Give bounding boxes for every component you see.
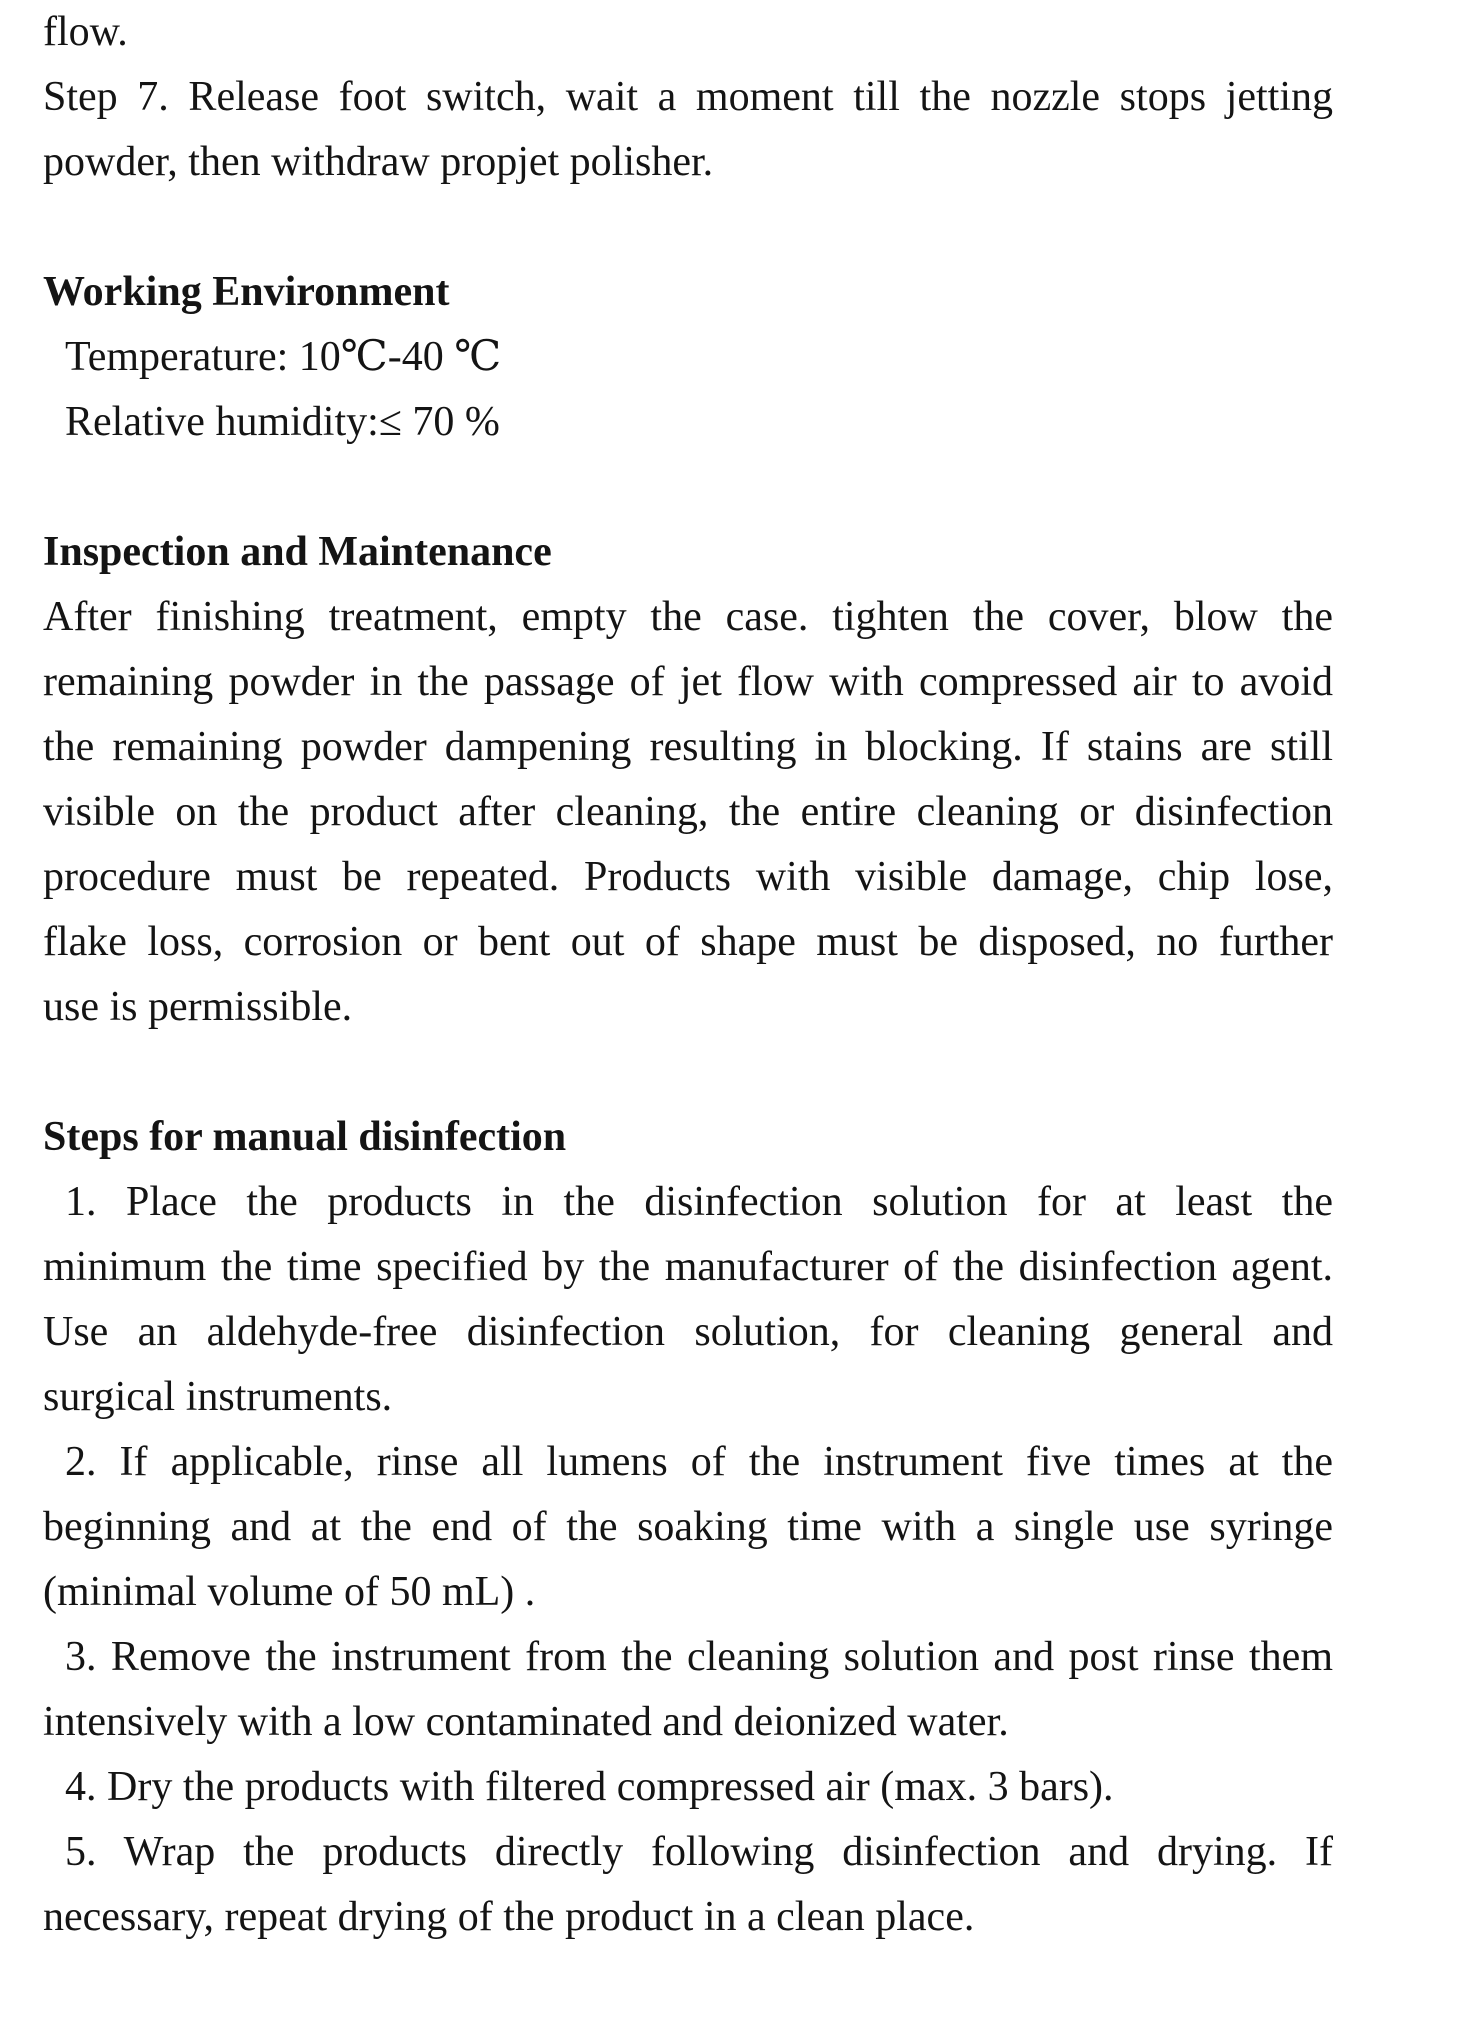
spacer <box>43 1040 1333 1105</box>
step-line: beginning and at the end of the soaking time with a single use syringe <box>43 1504 1333 1550</box>
inspection-line: flake loss, corrosion or bent out of shape must be disposed, no further <box>43 919 1333 965</box>
inspection-line: visible on the product after cleaning, the entire cleaning or disinfection <box>43 789 1333 835</box>
inspection-line: After finishing treatment, empty the case. tighten the cover, blow the <box>43 594 1333 640</box>
disinfection-step-5 <box>43 1820 1333 1950</box>
humidity-line: Relative humidity:≤ 70 % <box>65 399 500 445</box>
spacer <box>43 195 1333 260</box>
manual-disinfection-heading: Steps for manual disinfection <box>43 1114 567 1160</box>
inspection-line: use is permissible. <box>43 984 353 1030</box>
disinfection-step-2 <box>43 1430 1333 1625</box>
step-line: minimum the time specified by the manufacturer of the disinfection agent. <box>43 1244 1333 1290</box>
inspection-heading: Inspection and Maintenance <box>43 529 552 575</box>
working-environment-heading: Working Environment <box>43 269 450 315</box>
step-line: 5. Wrap the products directly following disinfection and drying. If <box>65 1829 1333 1875</box>
step-line: 3. Remove the instrument from the cleaning solution and post rinse them <box>65 1634 1333 1680</box>
step-line: surgical instruments. <box>43 1374 393 1420</box>
step-line: intensively with a low contaminated and deionized water. <box>43 1699 1009 1745</box>
prev-line: flow. <box>43 9 128 55</box>
disinfection-step-3 <box>43 1625 1333 1755</box>
inspection-line: remaining powder in the passage of jet flow with compressed air to avoid <box>43 659 1333 705</box>
spacer <box>43 455 1333 520</box>
step-line: 4. Dry the products with filtered compressed air (max. 3 bars). <box>65 1764 1114 1810</box>
inspection-line: the remaining powder dampening resulting in blocking. If stains are still <box>43 724 1333 770</box>
document-page <box>43 0 1333 1950</box>
temperature-line: Temperature: 10℃-40 ℃ <box>65 334 502 380</box>
step-line: 1. Place the products in the disinfection solution for at least the <box>65 1179 1333 1225</box>
step-line: necessary, repeat drying of the product in a clean place. <box>43 1894 975 1940</box>
step-line: 2. If applicable, rinse all lumens of the instrument five times at the <box>65 1439 1333 1485</box>
step7-line-1: Step 7. Release foot switch, wait a moment till the nozzle stops jetting <box>43 74 1333 120</box>
step-line: (minimal volume of 50 mL) . <box>43 1569 536 1615</box>
disinfection-step-4 <box>43 1755 1333 1820</box>
disinfection-step-1 <box>43 1170 1333 1430</box>
inspection-line: procedure must be repeated. Products with visible damage, chip lose, <box>43 854 1333 900</box>
step-line: Use an aldehyde-free disinfection solution, for cleaning general and <box>43 1309 1333 1355</box>
step7-line-2: powder, then withdraw propjet polisher. <box>43 139 714 185</box>
